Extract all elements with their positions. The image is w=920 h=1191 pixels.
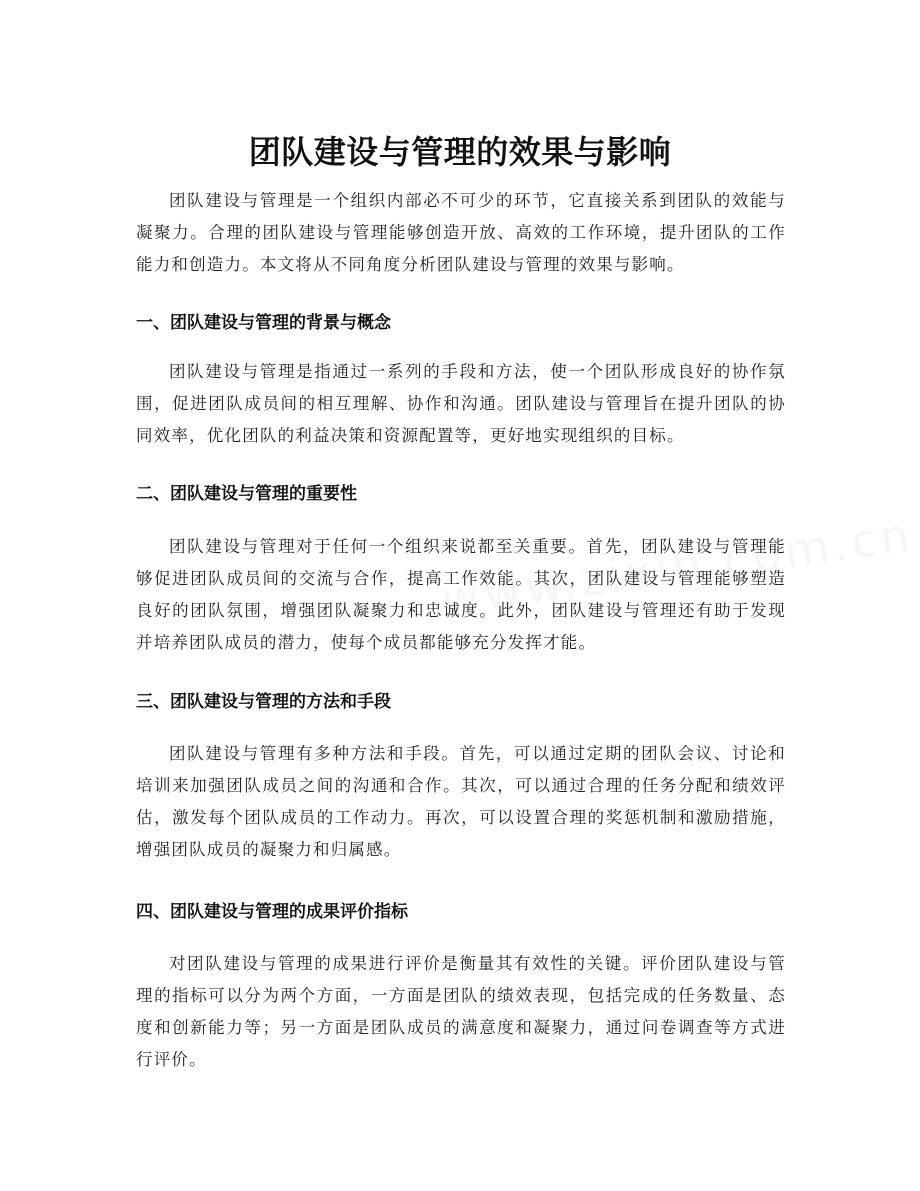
- section-3-heading: 三、团队建设与管理的方法和手段: [136, 692, 391, 712]
- section-2-heading: 二、团队建设与管理的重要性: [136, 484, 357, 504]
- section-1-heading: 一、团队建设与管理的背景与概念: [136, 313, 391, 333]
- section-3-paragraph: 团队建设与管理有多种方法和手段。首先，可以通过定期的团队会议、讨论和培训来加强团队成员之间的沟通和合作。其次，可以通过合理的任务分配和绩效评估，激发每个团队成员的工作动力。再次，可以设置合理的奖惩机制和激励措施，增强团队成员的凝聚力和归属感。: [136, 744, 786, 859]
- section-4-paragraph: 对团队建设与管理的成果进行评价是衡量其有效性的关键。评价团队建设与管理的指标可以分为两个方面，一方面是团队的绩效表现，包括完成的任务数量、态度和创新能力等；另一方面是团队成员的满意度和凝聚力，通过问卷调查等方式进行评价。: [136, 954, 786, 1069]
- intro-paragraph: 团队建设与管理是一个组织内部必不可少的环节，它直接关系到团队的效能与凝聚力。合理的团队建设与管理能够创造开放、高效的工作环境，提升团队的工作能力和创造力。本文将从不同角度分析团队建设与管理的效果与影响。: [136, 191, 786, 274]
- document-title: 团队建设与管理的效果与影响: [248, 133, 672, 172]
- section-4-heading: 四、团队建设与管理的成果评价指标: [136, 902, 408, 922]
- section-2-paragraph: 团队建设与管理对于任何一个组织来说都至关重要。首先，团队建设与管理能够促进团队成员间的交流与合作，提高工作效能。其次，团队建设与管理能够塑造良好的团队氛围，增强团队凝聚力和忠诚度。此外，团队建设与管理还有助于发现并培养团队成员的潜力，使每个成员都能够充分发挥才能。: [136, 537, 786, 652]
- section-1-paragraph: 团队建设与管理是指通过一系列的手段和方法，使一个团队形成良好的协作氛围，促进团队成员间的相互理解、协作和沟通。团队建设与管理旨在提升团队的协同效率，优化团队的利益决策和资源配置等，更好地实现组织的目标。: [136, 362, 786, 445]
